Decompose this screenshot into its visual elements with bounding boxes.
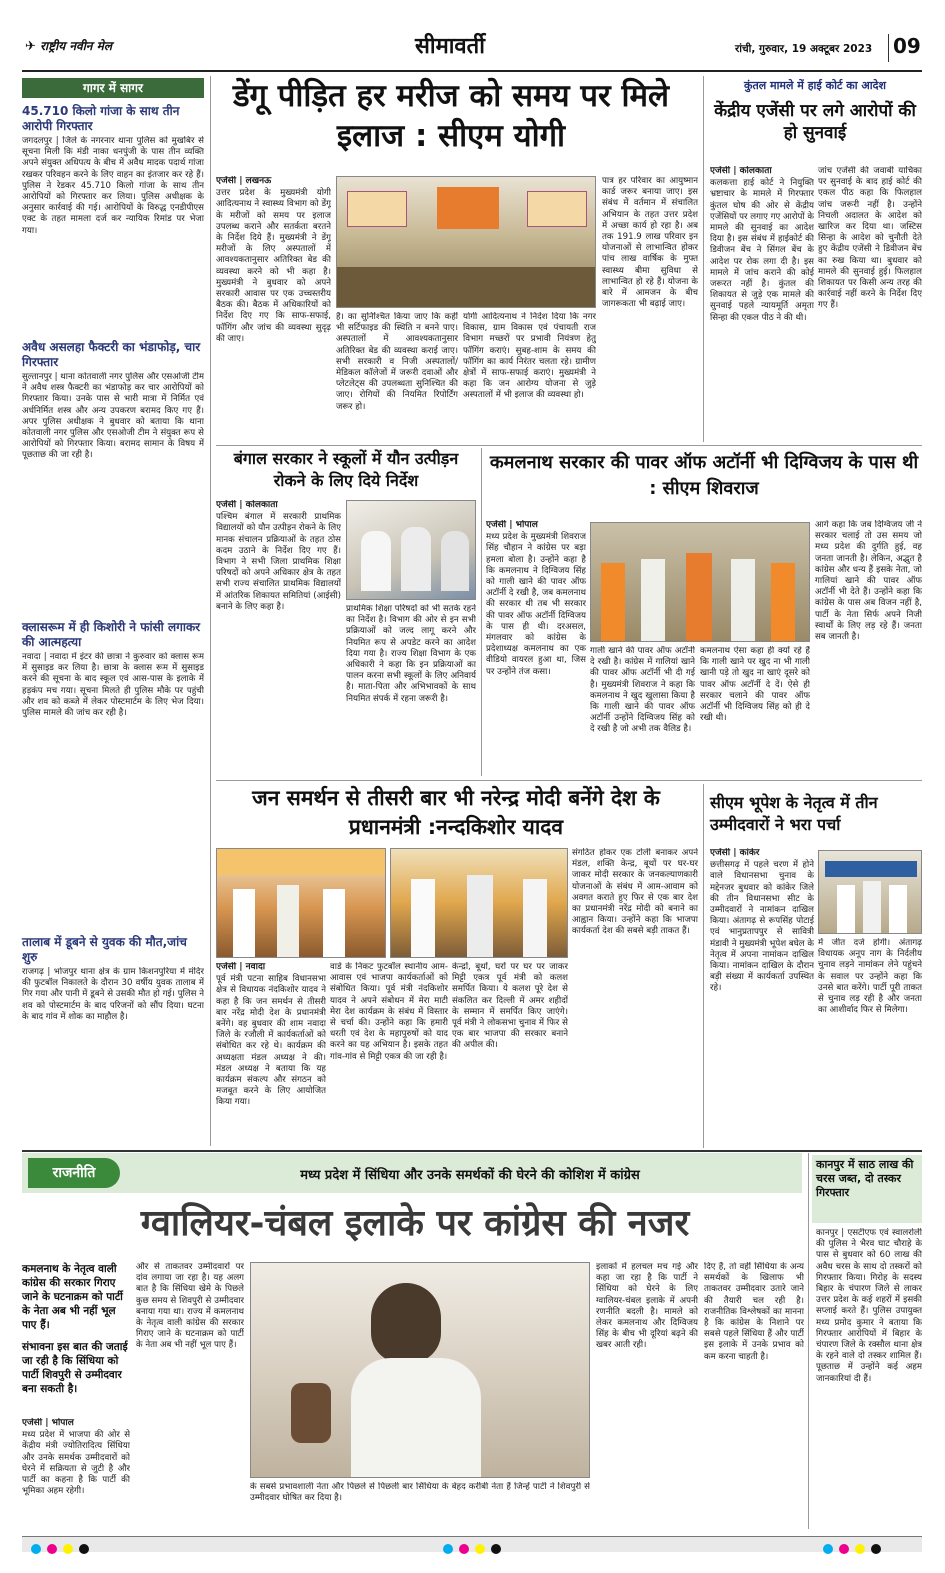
- court-headline: केंद्रीय एजेंसी पर लगे आरोपों की हो सुनवाई: [714, 101, 916, 143]
- modi-photo-stage: [390, 848, 568, 958]
- brief-4-title: तालाब में डूबने से युवक की मौत,जांच शुरु: [22, 935, 187, 964]
- modi-col-1: एजेंसी | नवादा पूर्व मंत्री पटना साहिब विधानसभा क्षेत्र से विधायक नंदकिशोर यादव ने कहा है कि जन समर्थन से तीसरी बार नरेंद्र मोदी देश के प्रधानमंत्री बनेंगे। वह बुधवार की शाम नवादा जिले के रजौली में कार्यकर्ताओं को संबोधित कर रहे थे। कार्यक्रम की अध्यक्षता मंडल अध्यक्ष ने की। मंडल अध्यक्ष ने बताया कि यह कार्यक्रम संकल्प और संगठन को मजबूत करने के लिए आयोजित किया गया।: [216, 962, 326, 1108]
- lead-col-3: योगी आदित्यनाथ ने निर्देश दिया कि नगर विकास, ग्राम विकास एवं पंचायती राज विभाग मच्छरों पर प्रभावी नियंत्रण हेतु फॉगिंग कराएं। सुबह-शाम के समय की फॉगिंग का कार्य निरंतर चलता रहे। ग्रामीण क्षेत्रों में साफ-सफाई कराएं। मुख्यमंत्री ने कहा कि जन आरोग्य योजना से जुड़े अस्पतालों में भी इलाज की व्यवस्था हो।: [463, 312, 596, 401]
- brief-2-title: अवैध असलहा फैक्टरी का भंडाफोड़, चार गिरफ्तार: [22, 340, 201, 369]
- bhupesh-col-1: एजेंसी | कांकेर छत्तीसगढ़ में पहले चरण में होने वाले विधानसभा चुनाव के मद्देनजर बुधवार को कांकेर जिले की तीन विधानसभा सीट के उम्मीदवारों ने नामांकन दाखिल किया। अंतागढ़ से रूपसिंह पोटाई एवं भानुप्रतापपुर से सावित्री मंडावी ने मुख्यमंत्री भूपेश बघेल के नेतृत्व में अपना नामांकन दाखिल किया। नामांकन दाखिल के दौरान बड़ी संख्या में कार्यकर्ता उपस्थित रहे।: [710, 848, 814, 994]
- kamalnath-byline: एजेंसी | भोपाल: [486, 520, 538, 530]
- kamalnath-col-4: आगे कहा कि जब दिग्विजय जी ने सरकार चलाई तो उस समय जो मध्य प्रदेश की दुर्गति हुई, वह जनता जानती है। लेकिन, अद्भुत है कांग्रेस और धन्य हैं इसके नेता, जो गालियां खाने की पावर ऑफ अटॉर्नी भी देते हैं। उन्होंने कहा कि कांग्रेस के पास अब विजन नहीं है, पार्टी के नेता सिर्फ अपने निजी स्वार्थों के लिए लड़ रहे हैं। जनता सब जानती है।: [815, 520, 922, 643]
- kamalnath-col-1: एजेंसी | भोपाल मध्य प्रदेश के मुख्यमंत्री शिवराज सिंह चौहान ने कांग्रेस पर बड़ा हमला बोला है। उन्होंने कहा है कि कमलनाथ ने दिग्विजय सिंह को गाली खाने की पावर ऑफ अटॉर्नी दे रखी है, जब कमलनाथ की सरकार थी तब भी सरकार की पावर ऑफ अटॉर्नी दिग्विजय के पास ही थी। दरअसल, मंगलवार को कांग्रेस के प्रदेशाध्यक्ष कमलनाथ का एक वीडियो वायरल हुआ था, जिस पर उन्होंने तंज कसा।: [486, 520, 586, 677]
- quote-2: संभावना इस बात की जताई जा रही है कि सिंधिया को पार्टी शिवपुरी से उम्मीदवार बना सकती है।: [22, 1341, 128, 1395]
- quote-1: कमलनाथ के नेतृत्व वाली कांग्रेस की सरकार गिराए जाने के घटनाक्रम को पार्टी के नेता अब भी नहीं भूल पाए हैं।: [22, 1263, 123, 1331]
- modi-col-4: संगठित होकर एक टोली बनाकर अपने मंडल, शक्ति केन्द्र, बूथों पर घर-घर जाकर मोदी सरकार के जनकल्याणकारी योजनाओं के संबंध में आम-आवाम को अवगत कराते हुए फिर से एक बार देश का प्रधानमंत्री नरेंद्र मोदी को बनाने का आह्वान किया। उन्होंने कहा कि भाजपा कार्यकर्ता देश की सबसे बड़ी ताकत हैं।: [572, 848, 698, 937]
- section-title: सीमावर्ती: [415, 34, 485, 59]
- scindia-caption: के सबसे प्रभावशाली नेता और पिछले से पिछली बार सिंधिया के बेहद करीबी नेता हैं जिन्हें पार्टी ने शिवपुरी से उम्मीदवार घोषित कर दिया है।: [250, 1482, 590, 1504]
- lead-byline: एजेंसी | लखनऊ: [216, 176, 272, 186]
- bhupesh-headline: सीएम भूपेश के नेतृत्व में तीन उम्मीदवारों ने भरा पर्चा: [710, 793, 878, 834]
- modi-byline: एजेंसी | नवादा: [216, 962, 266, 972]
- lead-col-4: पात्र हर परिवार का आयुष्मान कार्ड जरूर बनाया जाए। इस संबंध में वर्तमान में संचालित अभियान के तहत उत्तर प्रदेश में अच्छा कार्य हो रहा है। अब तक 191.9 लाख परिवार इन योजनाओं से लाभान्वित होकर पांच लाख वार्षिक के मुफ्त स्वास्थ्य बीमा सुविधा से लाभान्वित हो रहे हैं। योजना के बारे में आमजन के बीच जागरूकता भी बढ़ाई जाए।: [602, 176, 698, 310]
- bengal-col-1: एजेंसी | कोलकाता पश्चिम बंगाल में सरकारी प्राथमिक विद्यालयों को यौन उत्पीड़न रोकने के लिए मानक संचालन प्रक्रियाओं के तहत ठोस कदम उठाने के निर्देश दिए गए हैं। विभाग ने सभी जिला प्राथमिक शिक्षा परिषदों को अपने अधिकार क्षेत्र के तहत सभी राज्य संचालित प्राथमिक विद्यालयों में आंतरिक शिकायत समितियां (आईसी) बनाने के लिए कहा है।: [216, 500, 341, 612]
- kamalnath-photo-rally: [590, 522, 810, 642]
- bhupesh-byline: एजेंसी | कांकेर: [710, 848, 760, 858]
- bhupesh-col-2: में जीत दर्ज होगी। अंतागढ़ विधायक अनूप नाग के निर्दलीय चुनाव लड़ने नामांकन लेने पहुंचने के सवाल पर उन्होंने कहा कि उनसे बात करेंगे। पार्टी पूरी ताकत से चुनाव लड़ रही है और जनता का आशीर्वाद फिर से मिलेगा।: [818, 938, 922, 1016]
- eagle-icon: ✈: [25, 39, 36, 54]
- color-registration-marks-right: [820, 1539, 884, 1549]
- bengal-headline: बंगाल सरकार ने स्कूलों में यौन उत्पीड़न रोकने के लिए दिये निर्देश: [233, 449, 459, 490]
- bhupesh-photo-filing: [818, 850, 922, 934]
- politics-byline: एजेंसी | भोपाल: [22, 1418, 74, 1428]
- brief-4: [22, 935, 204, 1157]
- brief-2-body: सुल्तानपुर | थाना कोतवाली नगर पुलिस और एसओजी टीम ने अवैध शस्त्र फैक्टरी का भंडाफोड़ कर चार आरोपियों को गिरफ्तार किया। उनके पास से भारी मात्रा में निर्मित एवं अर्धनिर्मित शस्त्र और अन्य उपकरण बरामद किए गए हैं। अपर पुलिस अधीक्षक ने बुधवार को बताया कि थाना कोतवाली नगर पुलिस और एसओजी टीम ने संयुक्त रूप से आरोपियों को गिरफ्तार किया। बरामद सामान के विषय में पूछताछ की जा रही है।: [22, 372, 204, 461]
- brief-3-body: नवादा | नवादा में इंटर की छात्रा ने कुरुवार को क्लास रूम में सुसाइड कर लिया है। छात्रा के क्लास रूम में सुसाइड करने की सूचना के बाद स्कूल एवं आस-पास के इलाके में हड़कंप मच गया। सूचना मिलते ही पुलिस मौके पर पहुंची और शव को कब्जे में लेकर पोस्टमार्टम के लिए भेज दिया। पुलिस मामले की जांच कर रही है।: [22, 652, 204, 719]
- lead-photo-meeting: [336, 176, 596, 308]
- color-registration-marks-center: [440, 1539, 504, 1549]
- politics-col-3: इलाकों में हलचल मच गई और कहा जा रहा है कि पार्टी ने सिंधिया को घेरने के लिए ग्वालियर-चंबल इलाके में अपनी रणनीति बदली है। मामले को लेकर कमलनाथ और दिग्विजय सिंह के बीच भी दूरियां बढ़ने की खबर आती रही।: [596, 1262, 698, 1351]
- kamalnath-col-3: कमलनाथ ऐसा कहा ही क्यों रहे हैं कि गाली खाने पर खुद ना भी गाली खानी पड़े तो खुद ना खाएं दूसरे को पावर ऑफ अटॉर्नी दे दें। ऐसे ही सरकार चलाने की पावर ऑफ अटॉर्नी भी दिग्विजय सिंह को ही दे रखी थी।: [700, 646, 810, 724]
- color-registration-marks: [28, 1539, 92, 1549]
- kamalnath-col-2: गाली खाने की पावर ऑफ अटॉर्नी दे रखी है। कांग्रेस में गालियां खाने की पावर ऑफ अटॉर्नी भी दी गई है। मुख्यमंत्री शिवराज ने कहा कि कमलनाथ ने खुद खुलासा किया है कि गाली खाने की पावर ऑफ अटॉर्नी उन्होंने दिग्विजय सिंह को दे रखी है जो अभी तक वैलिड है।: [590, 646, 695, 735]
- lead-col-1: एजेंसी | लखनऊ उत्तर प्रदेश के मुख्यमंत्री योगी आदित्यनाथ ने स्वास्थ्य विभाग को डेंगू के मरीजों को समय पर इलाज उपलब्ध कराने और सतर्कता बरतने के निर्देश दिये हैं। मुख्यमंत्री ने डेंगू मरीजों के लिए अस्पतालों में आवश्यकतानुसार अतिरिक्त बेड की व्यवस्था करने को भी कहा है। मुख्यमंत्री ने बुधवार को अपने सरकारी आवास पर एक उच्चस्तरीय बैठक की। बैठक में अधिकारियों को निर्देश दिए गए कि साफ-सफाई, फॉगिंग और जांच की व्यवस्था सुदृढ़ की जाए।: [216, 176, 331, 344]
- masthead: [0, 28, 945, 70]
- bengal-col-2: प्राथमिक शिक्षा परिषदों को भी सतर्क रहने का निर्देश है। विभाग की ओर से इन सभी प्रक्रियाओं को जल्द लागू करने और नियमित रूप से अपडेट करने का आदेश दिया गया है। राज्य शिक्षा विभाग के एक अधिकारी ने कहा कि इन प्रक्रियाओं का पालन करना सभी स्कूलों के लिए अनिवार्य है। माता-पिता और अभिभावकों के साथ नियमित संपर्क में रहना जरूरी है।: [346, 604, 476, 704]
- politics-headline: ग्वालियर-चंबल इलाके पर कांग्रेस की नजर: [140, 1203, 690, 1244]
- court-byline: एजेंसी | कोलकाता: [710, 166, 772, 176]
- kanpur-body: कानपुर | एसटीएफ एवं स्वालरोली की पुलिस ने भैरव घाट चौराहे के पास से बुधवार को 60 लाख की अवैध चरस के साथ दो तस्करों को गिरफ्तार किया। गिरोह के सदस्य बिहार के चंपारण जिले से लाकर उत्तर प्रदेश के कई शहरों में इसकी सप्लाई करते हैं। पुलिस उपायुक्त मध्य प्रमोद कुमार ने बताया कि गिरफ्तार आरोपियों में बिहार के चंपारण जिले के रक्सौल थाना क्षेत्र के रहने वाले दो तस्कर शामिल हैं। पूछताछ में उन्होंने कई अहम जानकारियां दी हैं।: [816, 1228, 922, 1384]
- modi-headline: जन समर्थन से तीसरी बार भी नरेन्द्र मोदी बनेंगे देश के प्रधानमंत्री :नन्दकिशोर यादव: [252, 786, 660, 839]
- brief-4-body: राजगढ़ | भोजपुर थाना क्षेत्र के ग्राम किशनपुरिया में मंदिर की फुटबॉल निकालते के दौरान 30 वर्षीय युवक तालाब में गिर गया और पानी में डूबने से उसकी मौत हो गई। पुलिस ने शव को पोस्टमार्टम के बाद परिजनों को सौंप दिया। घटना के बाद गांव में शोक का माहौल है।: [22, 967, 204, 1022]
- brief-1: [22, 104, 204, 336]
- brief-1-title: 45.710 किलो गांजा के साथ तीन आरोपी गिरफ्तार: [22, 104, 180, 133]
- bengal-byline: एजेंसी | कोलकाता: [216, 500, 278, 510]
- politics-kicker: मध्य प्रदेश में सिंधिया और उनके समर्थकों की घेरने की कोशिश में कांग्रेस: [300, 1168, 640, 1183]
- modi-col-2: वार्ड के निकट फुटबॉल स्थानीय आम-आवास एवं भाजपा कार्यकर्ताओं को संबोधित किया। पूर्व मंत्री नंदकिशोर यादव ने अपने संबोधन में मेरा माटी मेरा देश कार्यक्रम के संबंध में विस्तार से चर्चा की। उन्होंने कहा कि हमारी धरती एवं देश के महापुरुषों को याद करने का यह अभियान है। इसके तहत गांव-गांव से मिट्टी एकत्र की जा रही है।: [330, 962, 448, 1062]
- page-number: 09: [893, 34, 921, 58]
- newspaper-logo: ✈ राष्ट्रीय नवीन मेल: [25, 39, 112, 54]
- politics-col-1: एजेंसी | भोपाल मध्य प्रदेश में भाजपा की ओर से केंद्रीय मंत्री ज्योतिरादित्य सिंधिया और उनके समर्थक उम्मीदवारों को घेरने में सक्रियता से जुटी है और पार्टी का कहना है कि पार्टी की भूमिका अहम रहेगी।: [22, 1418, 130, 1497]
- brief-3-title: क्लासरूम में ही किशोरी ने फांसी लगाकर की आत्महत्या: [22, 620, 201, 649]
- modi-photo-event: [216, 848, 386, 958]
- brief-2: [22, 340, 204, 622]
- lead-col-2: है। का सुनिश्चित किया जाए कि कहीं भी सर्टिफाइड की स्थिति न बनने पाए। अस्पतालों में आवश्यकतानुसार अतिरिक्त बेड की व्यवस्था कराई जाए। सभी सरकारी व निजी अस्पतालों/मेडिकल कॉलेजों में जरूरी दवाओं और प्लेटलेट्स की उपलब्धता सुनिश्चित की जाए। रोगियों की नियमित रिपोर्टिंग जरूर हो।: [336, 312, 458, 412]
- bengal-photo-students: [346, 500, 476, 600]
- court-kicker: कुंतल मामले में हाई कोर्ट का आदेश: [744, 79, 886, 92]
- court-col-2: जांच एजेंसी की जवाबी याचिका पर सुनवाई के बाद हाई कोर्ट की एकल पीठ कहा कि फिलहाल जांच जरूरी नहीं है। उन्होंने निचली अदालत के आदेश को खारिज कर दिया था। जस्टिस सिन्हा के आदेश को चुनौती देते हुए केंद्रीय एजेंसी ने डिवीजन बेंच का रुख किया था। बुधवार को मामले की सुनवाई हुई। फिलहाल शिकायत पर किसी अन्य तरह की कार्रवाई नहीं करने के निर्देश दिए गए हैं।: [818, 166, 922, 311]
- brief-1-body: जगदलपुर | जिले के नगरनार थाना पुलिस को मुखबिर से सूचना मिली कि मंडी नाका धनपुंजी के पास तीन व्यक्ति अपने संयुक्त अधिपत्य के बीच में अवैध मादक पदार्थ गांजा रखकर परिवहन करने के लिए वाहन का इंतजार कर रहे हैं। पुलिस ने रेडकर 45.710 किलो गांजा के साथ तीन आरोपियों को गिरफ्तार कर लिया। पुलिस अधीक्षक के अनुसार कार्रवाई की गई। आरोपियों के विरुद्ध एनडीपीएस एक्ट के तहत मामला दर्ज कर न्यायिक रिमांड पर भेजा गया।: [22, 136, 204, 236]
- lead-headline: डेंगू पीड़ित हर मरीज को समय पर मिले इलाज : सीएम योगी: [232, 78, 670, 154]
- politics-col-4: दिए हैं, तो वहीं सिंधिया के अन्य समर्थकों के खिलाफ भी ताकतवर उम्मीदवार उतारे जाने की तैयारी चल रही है। राजनीतिक विश्लेषकों का मानना है कि कांग्रेस के निशाने पर सबसे पहले सिंधिया हैं और पार्टी इस इलाके में उनके प्रभाव को कम करना चाहती है।: [704, 1262, 804, 1362]
- court-col-1: एजेंसी | कोलकाता कलकत्ता हाई कोर्ट ने नियुक्ति भ्रष्टाचार के मामले में गिरफ्तार कुंतल घोष की ओर से केंद्रीय एजेंसियों पर लगाए गए आरोपों के मामले की सुनवाई का आदेश दिया है। इस संबंध में हाईकोर्ट की डिवीजन बेंच ने सिंगल बेंच के आदेश पर रोक लगा दी है। इस मामले में जांच कराने की कोई जरूरत नहीं है। कुंतल की शिकायत से जुड़े एक मामले की सुनवाई पहले न्यायमूर्ति अमृता सिन्हा की एकल पीठ ने की थी।: [710, 166, 814, 323]
- scindia-photo: [250, 1262, 590, 1478]
- kamalnath-headline: कमलनाथ सरकार की पावर ऑफ अटॉर्नी भी दिग्विजय के पास थी : सीएम शिवराज: [489, 452, 919, 499]
- brief-3: [22, 620, 204, 957]
- kanpur-headline: कानपुर में साठ लाख की चरस जब्त, दो तस्कर गिरफ्तार: [816, 1158, 914, 1199]
- dateline: रांची, गुरुवार, 19 अक्टूबर 2023: [735, 43, 873, 55]
- brief-section-tag: गागर में सागर: [22, 78, 204, 98]
- modi-col-3: केन्द्रों, बूथों, घरों पर घर पर जाकर मिट्टी एकत्र पूर्व मंत्री को कलश समर्पित किया। ये कलश पूरे देश से संकलित कर दिल्ली में अमर शहीदों के सम्मान में समर्पित किए जाएंगे। पूर्व मंत्री ने लोकसभा चुनाव में फिर से एक बार भाजपा की सरकार बनाने की अपील की।: [452, 962, 568, 1051]
- politics-tag: राजनीति: [28, 1158, 120, 1188]
- politics-col-2: और से ताकतवर उम्मीदवारों पर दांव लगाया जा रहा है। यह अलग बात है कि सिंधिया खेमे के पिछले कुछ समय से शिवपुरी से उम्मीदवार बनाया गया था। राज्य में कमलनाथ के नेतृत्व वाली कांग्रेस की सरकार गिराए जाने के घटनाक्रम को पार्टी के नेता अब भी नहीं भूल पाए हैं।: [136, 1262, 244, 1351]
